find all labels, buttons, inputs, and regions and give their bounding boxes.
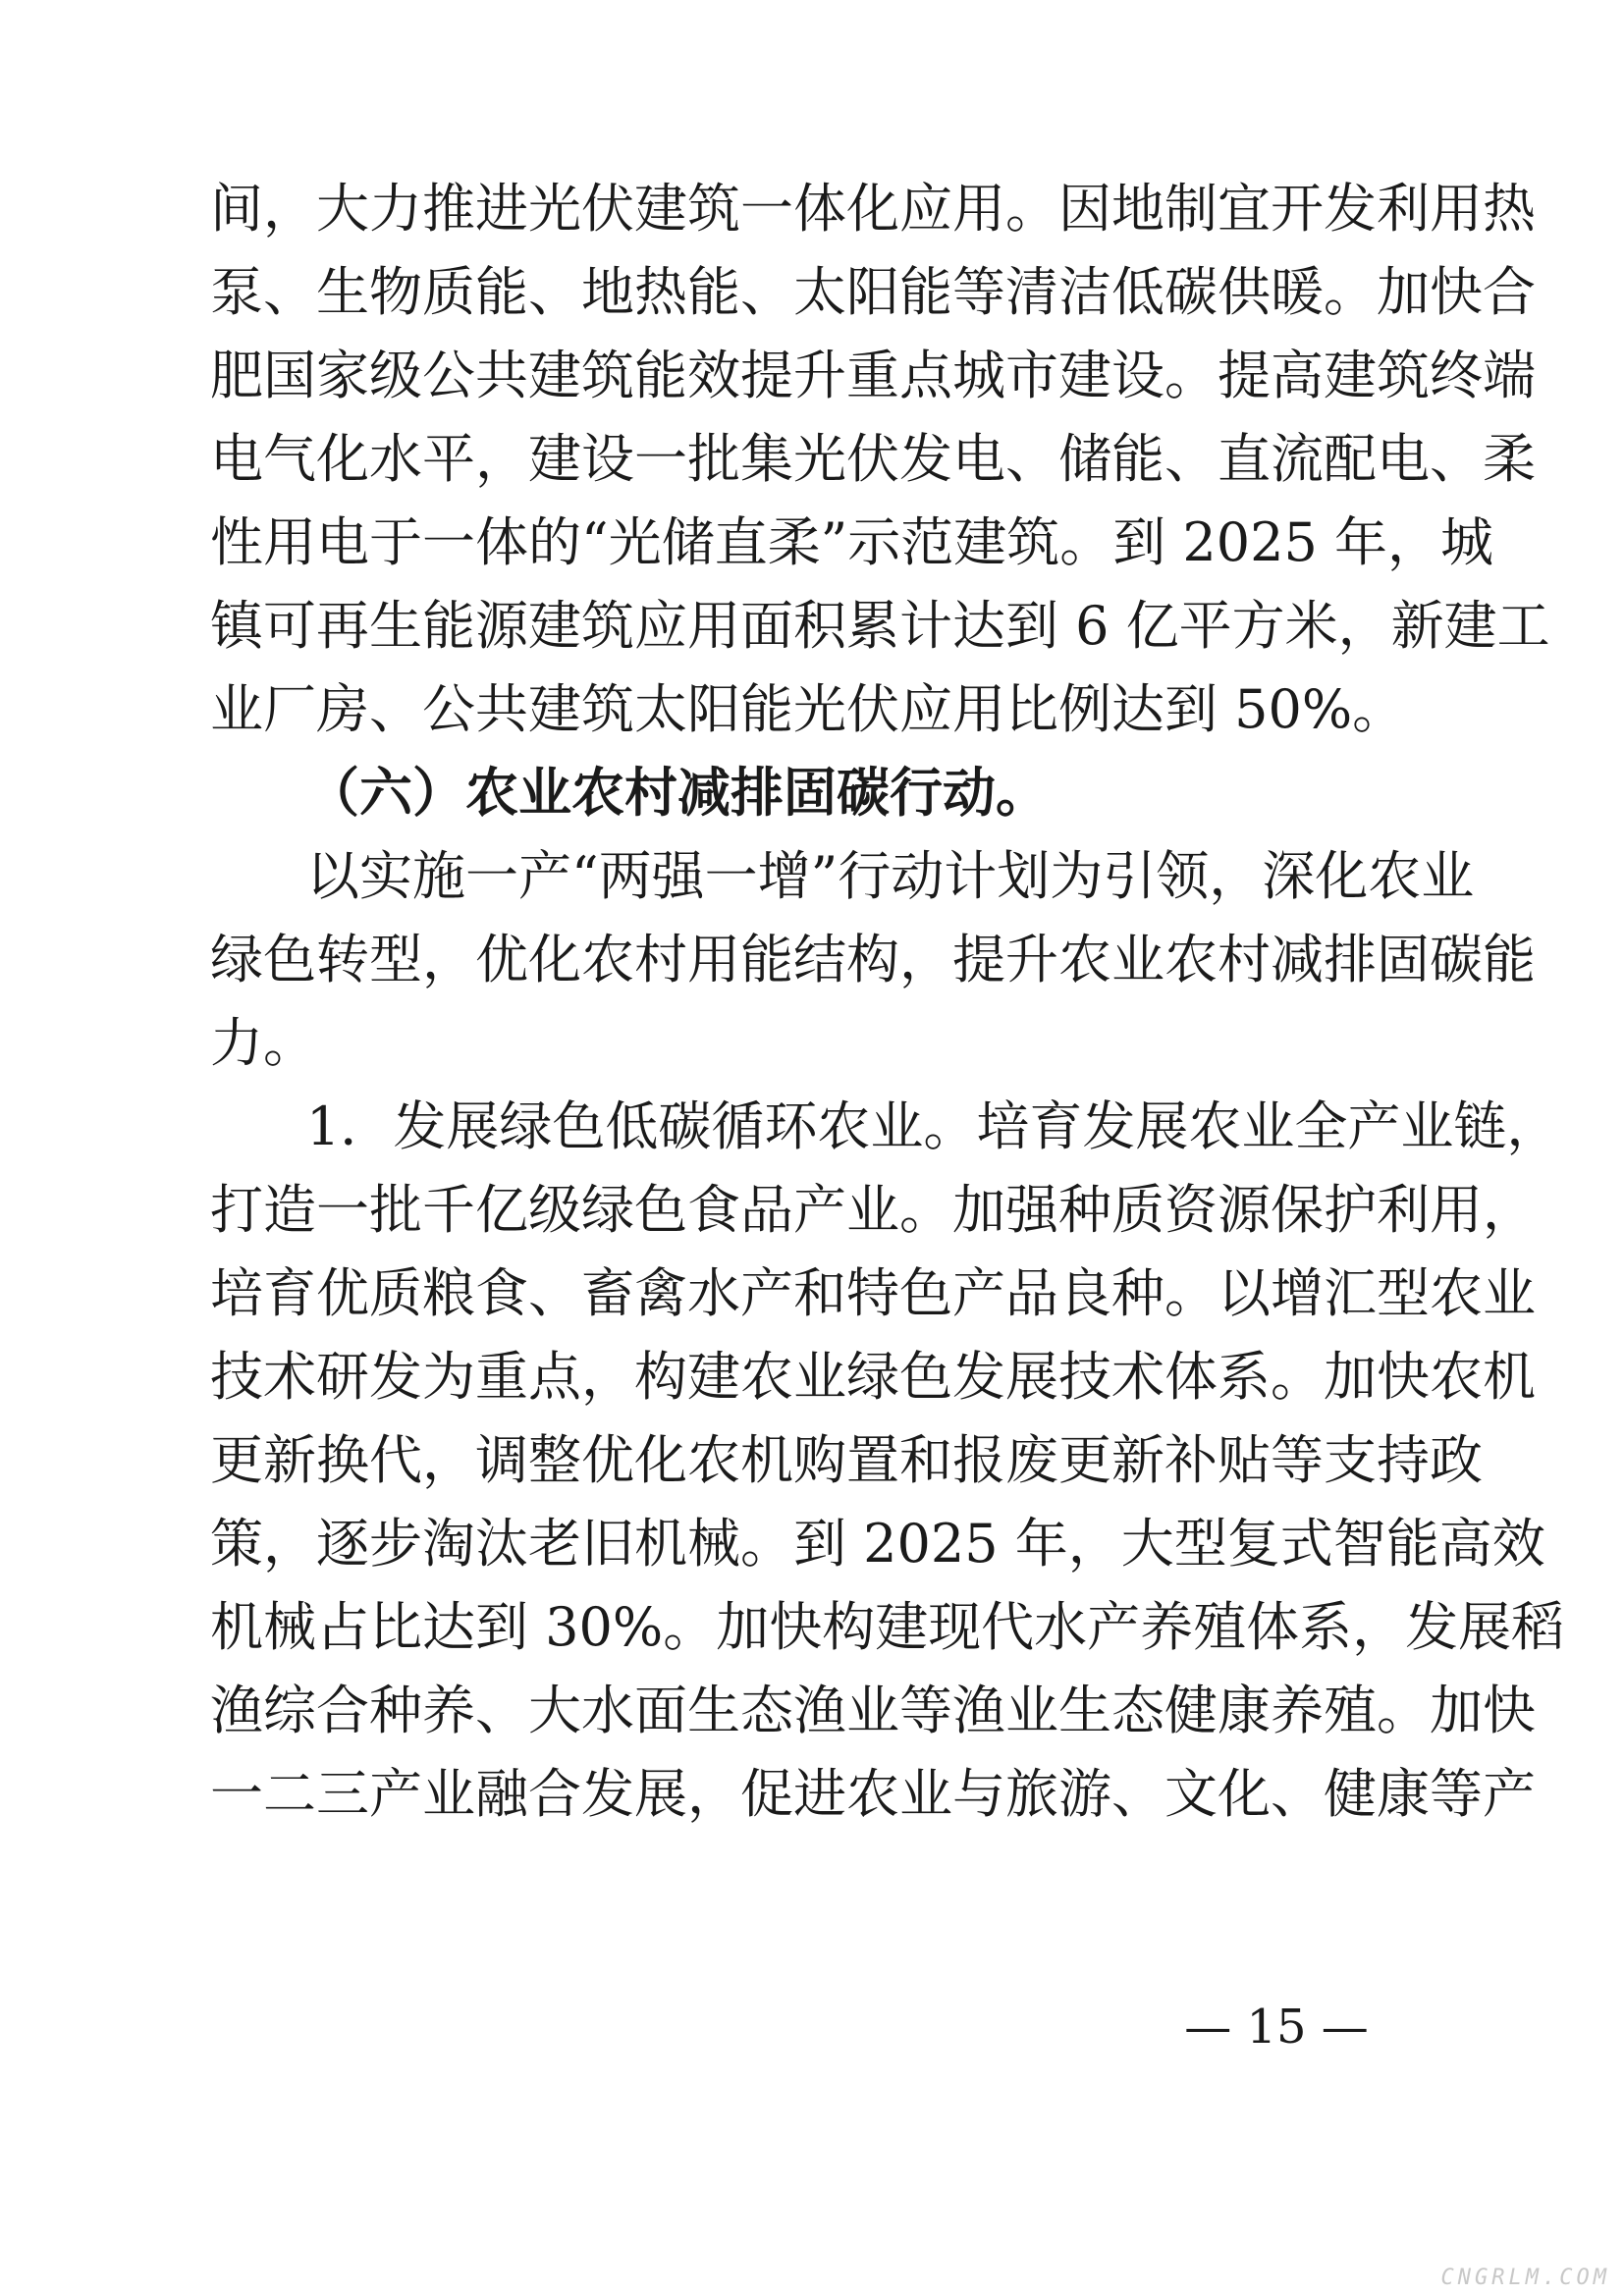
text-line: 业厂房、公共建筑太阳能光伏应用比例达到 50%。 [210,678,1406,740]
text-line: 策，逐步淘汰老旧机械。到 2025 年，大型复式智能高效 [210,1513,1545,1575]
text-line: 1．发展绿色低碳循环农业。培育发展农业全产业链， [306,1095,1560,1157]
page-number: — 15 — [1184,2000,1369,2055]
text-line: 泵、生物质能、地热能、太阳能等清洁低碳供暖。加快合 [210,261,1536,323]
text-line: 更新换代，调整优化农机购置和报废更新补贴等支持政 [210,1429,1483,1491]
section-heading: （六）农业农村减排固碳行动。 [306,762,1049,824]
text-line: 力。 [210,1012,316,1074]
text-line: 培育优质粮食、畜禽水产和特色产品良种。以增汇型农业 [210,1262,1536,1324]
text-line: 渔综合种养、大水面生态渔业等渔业生态健康养殖。加快 [210,1680,1536,1741]
text-line: 镇可再生能源建筑应用面积累计达到 6 亿平方米，新建工 [210,595,1550,657]
text-line: 机械占比达到 30%。加快构建现代水产养殖体系，发展稻 [210,1596,1565,1658]
text-line: 以实施一产“两强一增”行动计划为引领，深化农业 [306,845,1475,907]
watermark: CNGRLM.COM [1440,2266,1610,2290]
text-line: 技术研发为重点，构建农业绿色发展技术体系。加快农机 [210,1346,1536,1408]
text-line: 肥国家级公共建筑能效提升重点城市建设。提高建筑终端 [210,345,1536,406]
text-line: 打造一批千亿级绿色食品产业。加强种质资源保护利用， [210,1179,1536,1241]
text-line: 间，大力推进光伏建筑一体化应用。因地制宜开发利用热 [210,178,1536,240]
text-line: 电气化水平，建设一批集光伏发电、储能、直流配电、柔 [210,428,1536,490]
text-line: 绿色转型，优化农村用能结构，提升农业农村减排固碳能 [210,929,1536,990]
text-line: 性用电于一体的“光储直柔”示范建筑。到 2025 年，城 [210,511,1493,573]
text-line: 一二三产业融合发展，促进农业与旅游、文化、健康等产 [210,1763,1536,1825]
